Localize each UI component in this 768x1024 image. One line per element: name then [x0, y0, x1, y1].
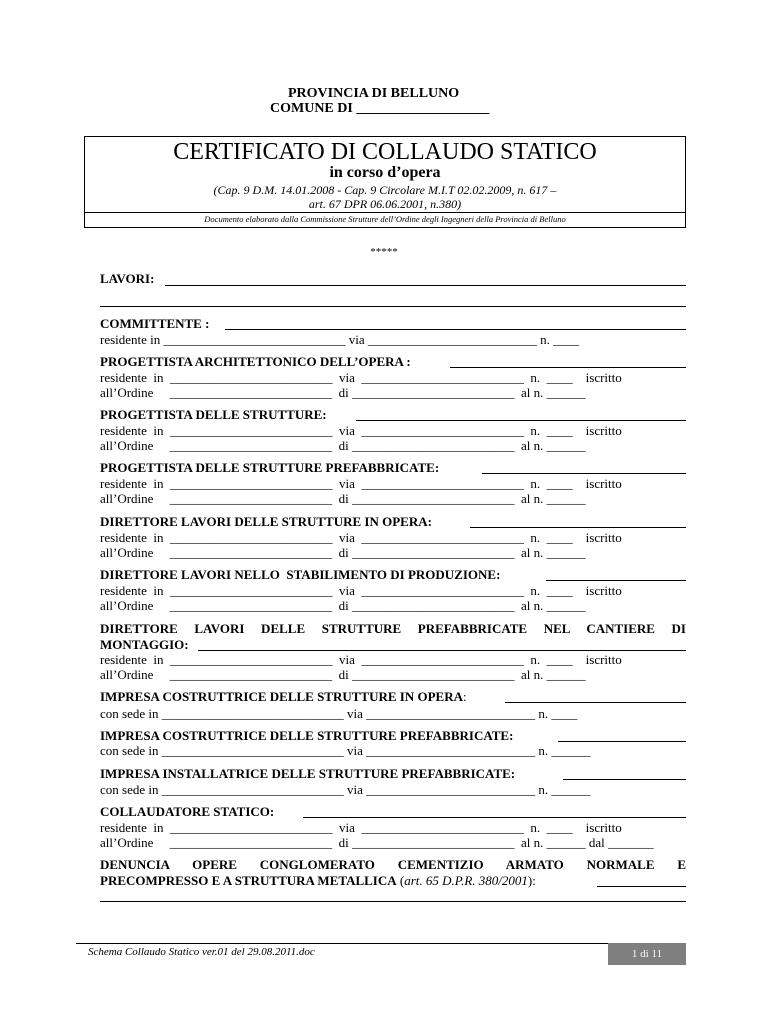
title-box	[84, 136, 686, 228]
direttore-opera-field-line[interactable]	[470, 527, 686, 528]
direttore-opera-residence-line[interactable]: residente in _________________________ via _________________________ n. ____ iscritto	[100, 530, 622, 545]
direttore-opera-ordine-line[interactable]: all’Ordine _________________________ di _________________________ al n. ______	[100, 545, 586, 560]
impresa-opera-field-line[interactable]	[505, 702, 686, 703]
progettista-strutture-ordine-line[interactable]: all’Ordine _________________________ di _________________________ al n. ______	[100, 438, 586, 453]
collaudatore-ordine-line[interactable]: all’Ordine _________________________ di _________________________ al n. ______ dal _______	[100, 835, 654, 850]
document-title: CERTIFICATO DI COLLAUDO STATICO	[173, 139, 597, 165]
legal-ref-line-1: (Cap. 9 D.M. 14.01.2008 - Cap. 9 Circolare M.I.T 02.02.2009, n. 617 –	[213, 183, 557, 197]
impresa-opera-colon: :	[463, 689, 467, 704]
commission-note: Documento elaborato dalla Commissione Strutture dell’Ordine degli Ingegneri della Provincia di Belluno	[204, 214, 566, 224]
collaudatore-label: COLLAUDATORE STATICO:	[100, 804, 275, 819]
denuncia-field-line-2[interactable]	[100, 901, 686, 902]
progettista-architettonico-residence-line[interactable]: residente in _________________________ via _________________________ n. ____ iscritto	[100, 370, 622, 385]
committente-label: COMMITTENTE :	[100, 316, 210, 331]
lavori-field-line-2[interactable]	[100, 306, 686, 307]
denuncia-legal-ref: art. 65 D.P.R. 380/2001	[404, 873, 528, 888]
impresa-prefabbricate-field-line[interactable]	[558, 741, 686, 742]
progettista-strutture-field-line[interactable]	[356, 420, 686, 421]
progettista-architettonico-label: PROGETTISTA ARCHITETTONICO DELL’OPERA :	[100, 354, 411, 369]
direttore-stabilimento-residence-line[interactable]: residente in _________________________ via _________________________ n. ____ iscritto	[100, 583, 622, 598]
direttore-stabilimento-label: DIRETTORE LAVORI NELLO STABILIMENTO DI PRODUZIONE:	[100, 567, 501, 582]
impresa-opera-sede-line[interactable]: con sede in ____________________________ via __________________________ n. ____	[100, 706, 578, 721]
direttore-cantiere-field-line[interactable]	[198, 650, 686, 651]
section-separator-stars: *****	[370, 246, 398, 258]
provincia-heading: PROVINCIA DI BELLUNO	[288, 86, 460, 101]
denuncia-label-2: PRECOMPRESSO E A STRUTTURA METALLICA (art. 65 D.P.R. 380/2001):	[100, 873, 536, 888]
denuncia-label-1: DENUNCIA OPERE CONGLOMERATO CEMENTIZIO ARMATO NORMALE E	[100, 857, 686, 872]
direttore-cantiere-residence-line[interactable]: residente in _________________________ via _________________________ n. ____ iscritto	[100, 652, 622, 667]
direttore-stabilimento-ordine-line[interactable]: all’Ordine _________________________ di _________________________ al n. ______	[100, 598, 586, 613]
impresa-installatrice-sede-line[interactable]: con sede in ____________________________ via __________________________ n. ______	[100, 782, 591, 797]
progettista-prefabbricate-ordine-line[interactable]: all’Ordine _________________________ di _________________________ al n. ______	[100, 491, 586, 506]
collaudatore-field-line[interactable]	[303, 817, 686, 818]
lavori-label: LAVORI:	[100, 271, 155, 286]
progettista-prefabbricate-residence-line[interactable]: residente in _________________________ via _________________________ n. ____ iscritto	[100, 476, 622, 491]
denuncia-field-line-1[interactable]	[597, 886, 686, 887]
committente-residence-line[interactable]: residente in ____________________________ via __________________________ n. ____	[100, 332, 580, 347]
direttore-cantiere-label-1: DIRETTORE LAVORI DELLE STRUTTURE PREFABBRICATE NEL CANTIERE DI	[100, 621, 686, 636]
committente-field-line[interactable]	[225, 329, 686, 330]
footer-document-name: Schema Collaudo Statico ver.01 del 29.08.2011.doc	[88, 946, 315, 958]
legal-ref-line-2: art. 67 DPR 06.06.2001, n.380)	[308, 197, 462, 211]
impresa-opera-label	[100, 689, 467, 705]
denuncia-label-2-text: PRECOMPRESSO E A STRUTTURA METALLICA	[100, 873, 397, 888]
progettista-prefabbricate-label: PROGETTISTA DELLE STRUTTURE PREFABBRICATE:	[100, 460, 440, 475]
title-box-divider	[85, 212, 685, 213]
page-number-badge: 1 di 11	[608, 943, 686, 965]
impresa-prefabbricate-sede-line[interactable]: con sede in ____________________________ via __________________________ n. ______	[100, 743, 591, 758]
direttore-cantiere-ordine-line[interactable]: all’Ordine _________________________ di _________________________ al n. ______	[100, 667, 586, 682]
impresa-installatrice-label: IMPRESA INSTALLATRICE DELLE STRUTTURE PREFABBRICATE:	[100, 766, 516, 781]
progettista-architettonico-ordine-line[interactable]: all’Ordine _________________________ di _________________________ al n. ______	[100, 385, 586, 400]
progettista-prefabbricate-field-line[interactable]	[482, 473, 686, 474]
direttore-opera-label: DIRETTORE LAVORI DELLE STRUTTURE IN OPERA:	[100, 514, 432, 529]
direttore-stabilimento-field-line[interactable]	[546, 580, 686, 581]
progettista-strutture-residence-line[interactable]: residente in _________________________ via _________________________ n. ____ iscritto	[100, 423, 622, 438]
impresa-installatrice-field-line[interactable]	[563, 779, 686, 780]
collaudatore-residence-line[interactable]: residente in _________________________ via _________________________ n. ____ iscritto	[100, 820, 622, 835]
document-subtitle: in corso d’opera	[329, 164, 441, 181]
impresa-opera-label-text: IMPRESA COSTRUTTRICE DELLE STRUTTURE IN OPERA	[100, 689, 463, 704]
progettista-strutture-label: PROGETTISTA DELLE STRUTTURE:	[100, 407, 327, 422]
comune-heading: COMUNE DI ___________________	[270, 101, 490, 116]
footer-divider	[76, 943, 686, 944]
impresa-prefabbricate-label: IMPRESA COSTRUTTRICE DELLE STRUTTURE PREFABBRICATE:	[100, 728, 514, 743]
denuncia-tail: ):	[527, 873, 536, 888]
lavori-field-line-1[interactable]	[165, 285, 686, 286]
progettista-architettonico-field-line[interactable]	[450, 367, 686, 368]
direttore-cantiere-label-2: MONTAGGIO:	[100, 637, 189, 652]
